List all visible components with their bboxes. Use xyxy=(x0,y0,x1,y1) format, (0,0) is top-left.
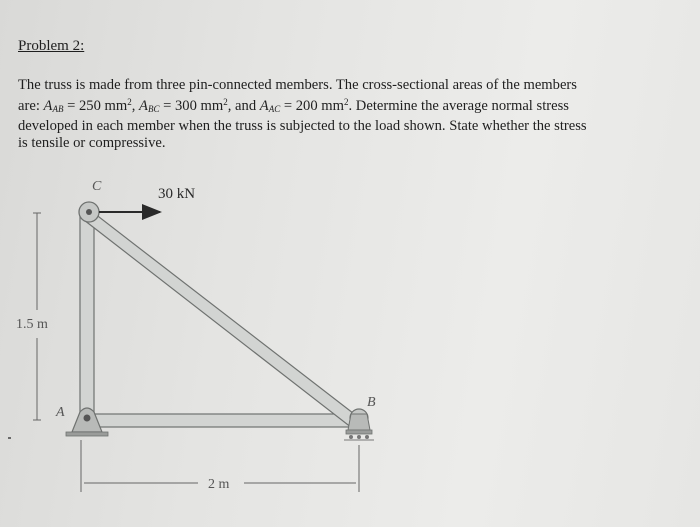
node-b-label: B xyxy=(367,395,376,410)
height-label: 1.5 m xyxy=(16,317,48,332)
width-label: 2 m xyxy=(208,477,230,492)
statement-line-3: developed in each member when the truss is subjected to the load shown. State whether the stress xyxy=(18,118,587,134)
pin-c-center xyxy=(86,209,92,215)
node-c-label: C xyxy=(92,179,102,194)
member-ab xyxy=(88,414,360,427)
node-a-label: A xyxy=(56,405,65,420)
problem-title: Problem 2: xyxy=(18,38,85,54)
member-bc xyxy=(84,206,362,428)
statement-line-4: is tensile or compressive. xyxy=(18,135,166,151)
member-ac xyxy=(80,212,94,422)
statement-line-1: The truss is made from three pin-connected members. The cross-sectional areas of the members xyxy=(18,77,577,93)
load-label: 30 kN xyxy=(158,186,196,202)
statement-line-2: are: $A_{AB} = 250$ $mm^2$, $A_{BC} = 300$ $mm^2$, and $A_{AC} = 200$ $mm^2$. Determine the average normal stress xyxy=(18,97,569,114)
